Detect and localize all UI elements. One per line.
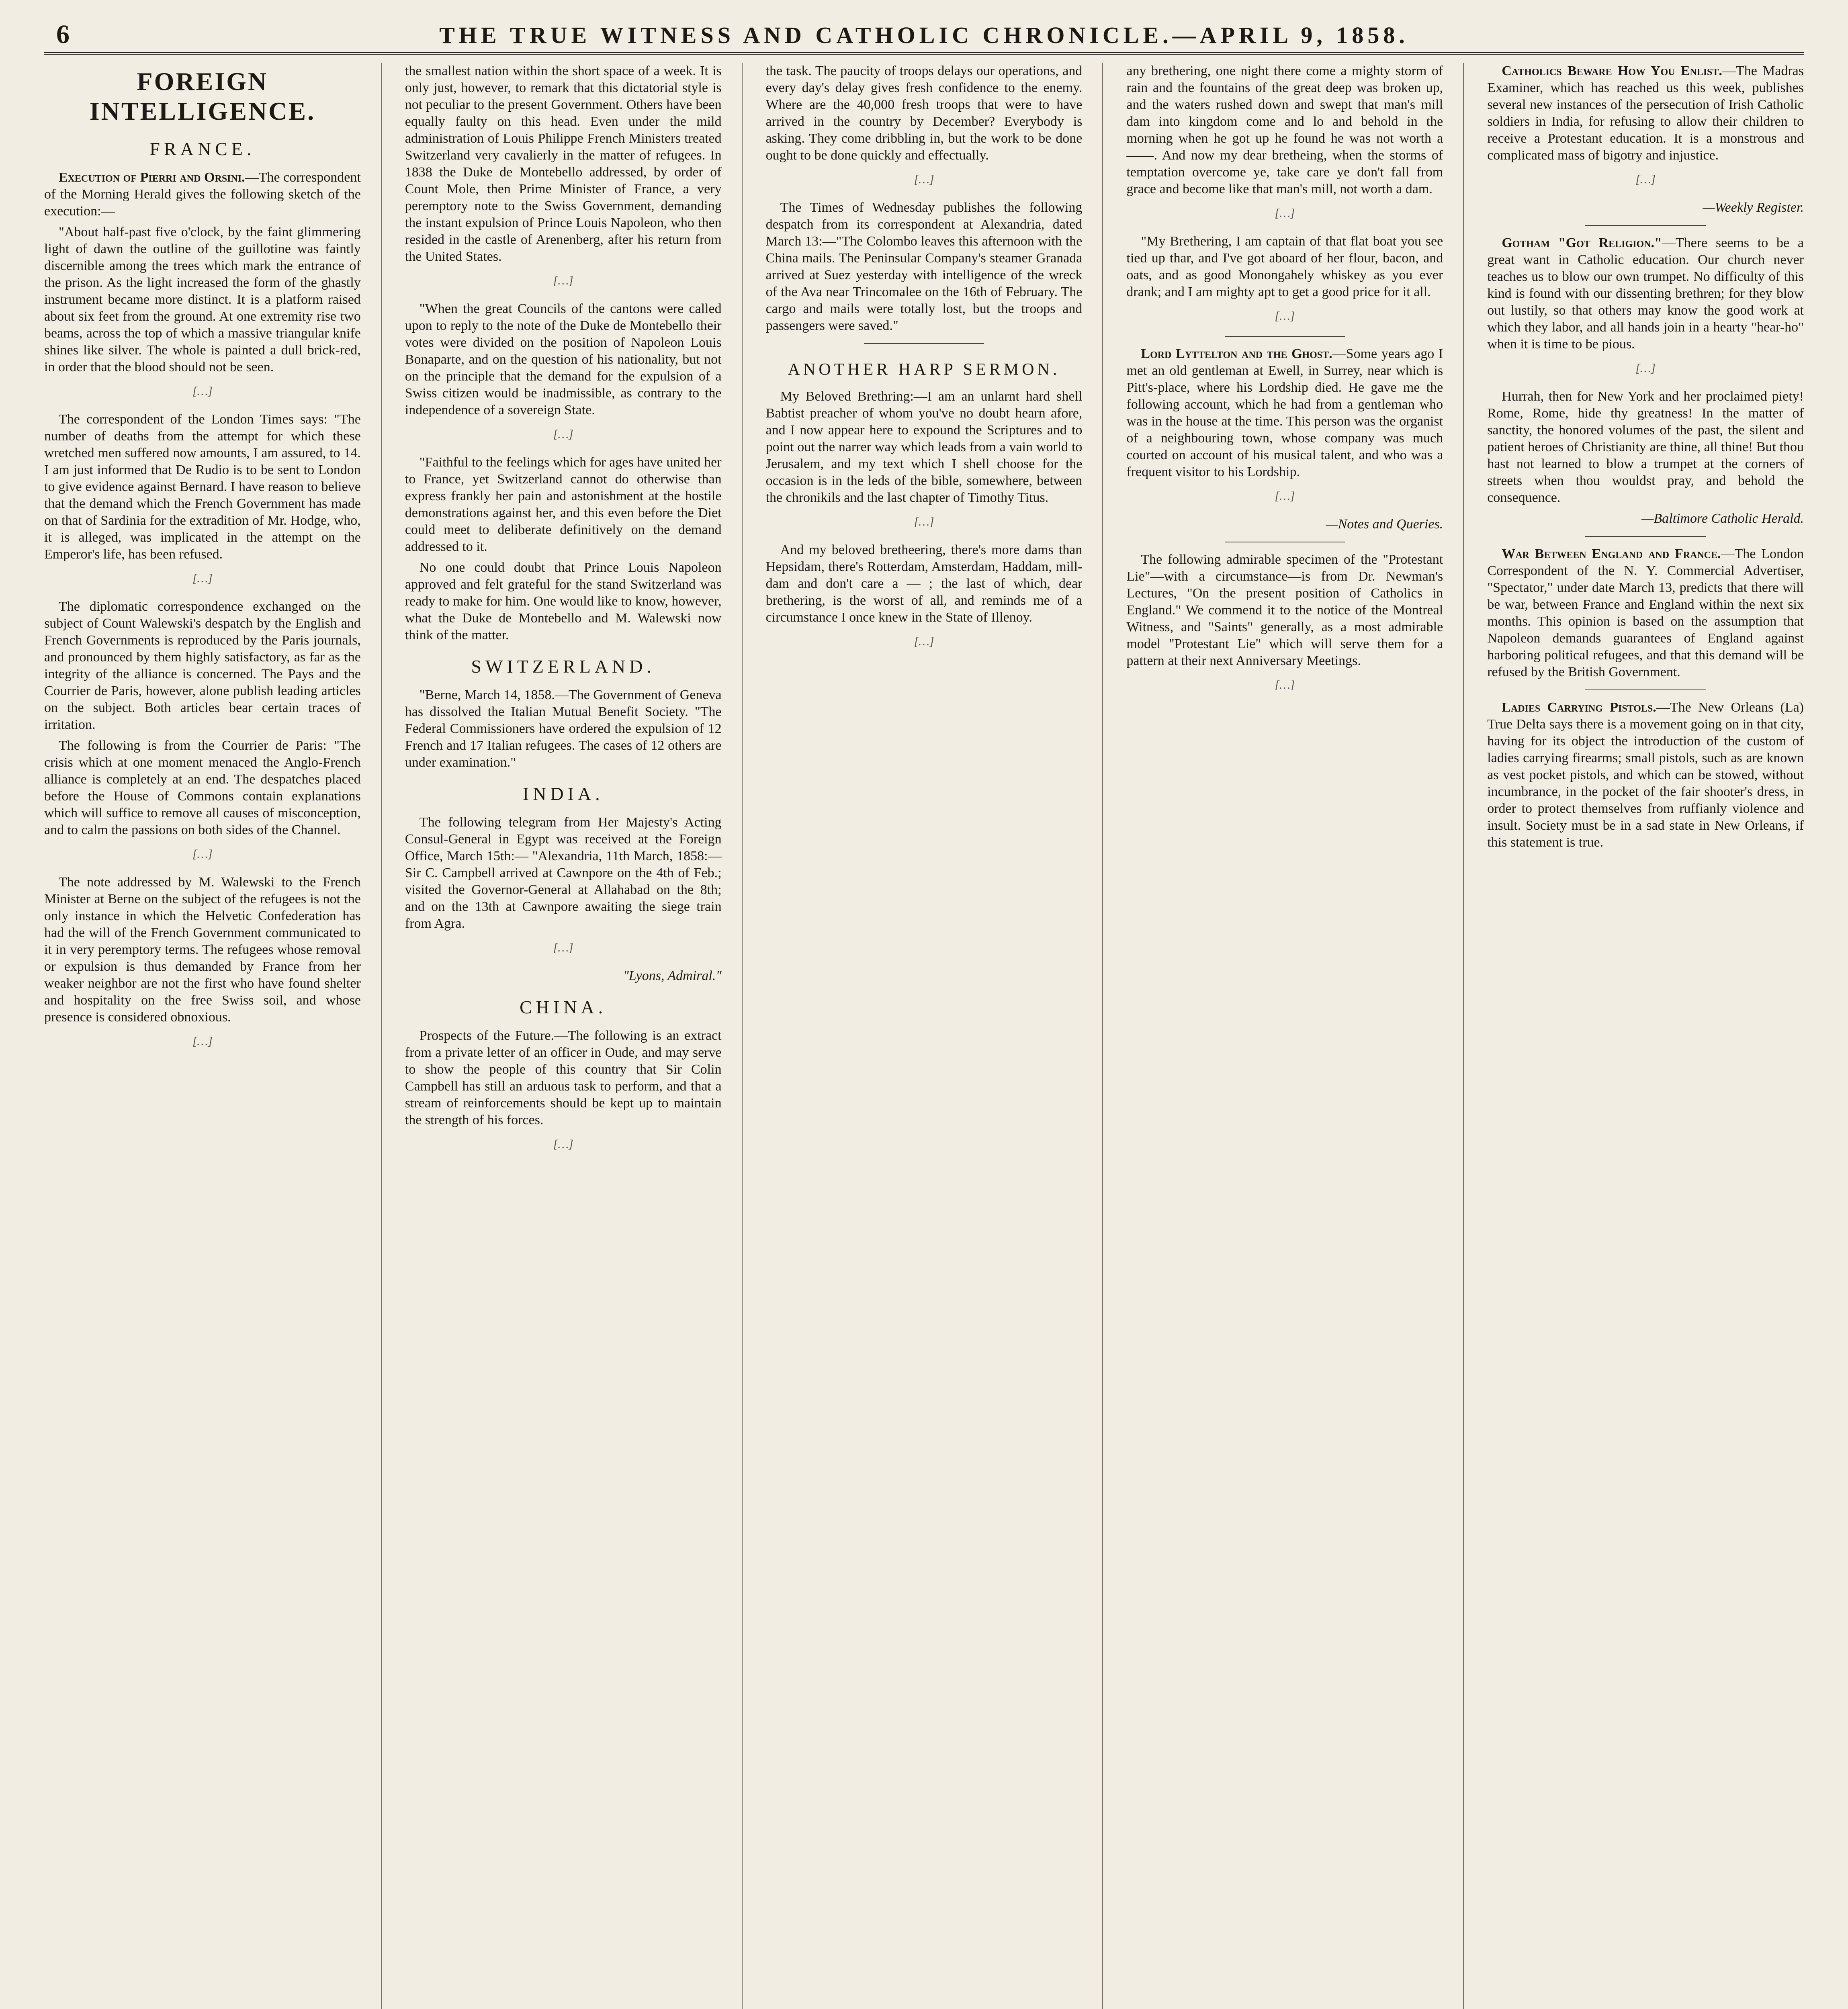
column-3 [766,63,1103,2009]
article-paragraph: Prospects of the Future.—The following is an extract from a private letter of an officer in Oude, and may serve to show the people of this country that Sir Colin Campbell has still an arduous task to perform, and that a stream of reinforcements should be kept up to maintain the strength of his forces. [405,1028,722,1127]
omitted-text: […] [1635,173,1656,186]
china-heading: CHINA. [520,997,607,1017]
divider [1585,225,1705,226]
article-paragraph: The diplomatic correspondence exchanged on the subject of Count Walewski's despatch by the English and French Governments is reproduced by the Paris journals, and pronounced by them highly satisfactory, as far as the integrity of the alliance is concerned. The Pays and the Courrier de Paris, however, alone publish leading articles on the subject. Both articles bear certain traces of irritation. [44,599,361,732]
harp-sermon-heading: ANOTHER HARP SERMON. [788,360,1060,379]
column-1 [44,63,382,2009]
column-2 [405,63,743,2009]
signature: —Weekly Register. [1703,200,1804,215]
run-in-heading: War Between England and France. [1502,546,1721,561]
run-in-heading: Execution of Pierri and Orsini. [59,170,245,185]
masthead [44,16,1804,55]
signature: —Baltimore Catholic Herald. [1641,511,1804,526]
article-paragraph: "My Brethering, I am captain of that flat boat you see tied up thar, and I've got aboard of her flour, bacon, and oats, and as good Monongahely whiskey as you ever drank; and I am mighty apt to get a good price for it all. [1126,234,1443,299]
divider [1225,336,1345,337]
omitted-text: […] [192,385,213,398]
columns [44,63,1804,2009]
article-paragraph: any brethering, one night there come a mighty storm of rain and the fountains of the great deep was broken up, and the waters rushed down and swept that man's mill dam into kingdom come and lo and behold in the morning when he got up he found he was not worth a ——. And now my dear bretheing, when the storms of temptation overcome ye, take care ye don't fall from grace and become like that man's mill, not worth a dam. [1126,63,1443,196]
article-paragraph: The correspondent of the London Times says: "The number of deaths from the attempt for which these wretched men suffered now amounts, I am assured, to 14. I am just informed that De Rudio is to be sent to London to give evidence against Bernard. I have reason to believe that the demand which the French Government has made on that of Sardinia for the extradition of Mr. Hodge, who, it is alleged, was implicated in the attempt on the Emperor's life, has been refused. [44,412,361,562]
article-paragraph: The note addressed by M. Walewski to the French Minister at Berne on the subject of the refugees is not the only instance in which the Helvetic Confederation has had the will of the French Government communicated to it in very peremptory terms. The refugees whose removal or expulsion is thus demanded by France from her weaker neighbor are not the first who have found shelter and hospitality on the free Swiss soil, and whose presence is considered obnoxious. [44,875,361,1025]
article-paragraph: "When the great Councils of the cantons were called upon to reply to the note of the Duke de Montebello their votes were divided on the position of Napoleon Louis Bonaparte, and on the question of his nationality, but not on the principle that the demand for the expulsion of a Swiss citizen would be inadmissible, as contrary to the independence of a sovereign State. [405,301,722,417]
article-paragraph: The following admirable specimen of the "Protestant Lie"—with a circumstance—is from Dr. Newman's Lectures, "On the present position of Catholics in England." We commend it to the notice of the Montreal Witness, and "Saints" generally, as a most admirable model "Protestant Lie" which will serve them for a pattern at their next Anniversary Meetings. [1126,552,1443,668]
article-paragraph: And my beloved bretheering, there's more dams than Hepsidam, there's Rotterdam, Amsterdam, Haddam, mill-dam and don't care a — ; the last of which, dear brethering, is the worst of all, and reminds me of a circumstance I once knew in the State of Illenoy. [765,542,1083,625]
omitted-text: […] [192,572,213,585]
run-in-heading: Gotham "Got Religion." [1502,235,1662,250]
omitted-text: […] [192,1035,213,1048]
article-paragraph: "Berne, March 14, 1858.—The Government of Geneva has dissolved the Italian Mutual Benefit Society. "The Federal Commissioners have ordered the expulsion of 12 French and 17 Italian refugees. The cases of 12 others are under examination." [405,687,722,770]
omitted-text: […] [192,847,213,861]
article-paragraph: My Beloved Brethring:—I am an unlarnt hard shell Babtist preacher of whom you've no doubt hearn afore, and I now appear here to expound the Scriptures and to point out the narrer way which leads from a vain world to Jerusalem, and my text which I shell choose for the occasion is in the leds of the bible, somewhere, between the chronikils and the last chapter of Timothy Titus. [765,389,1083,505]
omitted-text: […] [1635,362,1656,375]
omitted-text: […] [914,635,934,648]
signature: "Lyons, Admiral." [623,968,722,983]
article-paragraph: Hurrah, then for New York and her proclaimed piety! Rome, Rome, hide thy greatness! In the matter of sanctity, the honored volumes of the past, the silent and patient heroes of Christianity are thine, all thine! But thou hast not learned to blow a trumpet at the corners of streets when thou wouldst pray, and behold the consequence. [1487,389,1804,505]
article-paragraph: The following is from the Courrier de Paris: "The crisis which at one moment menaced the Anglo-French alliance is completely at an end. The despatches placed before the House of Commons contain explanations which will suffice to remove all causes of misconception, and to calm the passions on both sides of the Channel. [44,738,361,837]
article-paragraph: Catholics Beware How You Enlist.—The Madras Examiner, which has reached us this week, publishes several new instances of the persecution of Irish Catholic soldiers in India, for refusing to allow their children to receive a Protestant education. It is a monstrous and complicated mass of bigotry and injustice. [1487,63,1804,163]
article-paragraph: The following telegram from Her Majesty's Acting Consul-General in Egypt was received at the Foreign Office, March 15th:— "Alexandria, 11th March, 1858:—Sir C. Campbell arrived at Cawnpore on the 4th of Feb.; visited the Governor-General at Allahabad on the 8th; and on the 13th at Cawnpore awaiting the siege train from Agra. [405,815,722,931]
omitted-text: […] [553,428,573,441]
article-paragraph: the smallest nation within the short space of a week. It is only just, however, to remark that this dictatorial style is not peculiar to the present Government. Others have been equally faulty on this head. Even under the mild administration of Louis Philippe French Ministers treated Switzerland very cavalierly in the matter of refugees. In 1838 the Duke de Montebello addressed, by order of Count Mole, then Prime Minister of France, a very peremptory note to the Swiss Government, demanding the instant expulsion of Prince Louis Napoleon, who then resided in the castle of Arenenberg, after his return from the United States. [405,63,722,264]
signature: —Notes and Queries. [1326,517,1443,532]
run-in-heading: Ladies Carrying Pistols. [1502,700,1656,715]
column-5 [1487,63,1804,2009]
omitted-text: […] [1275,489,1295,503]
article-paragraph: Gotham "Got Religion."—There seems to be a great want in Catholic education. Our church never teaches us to blow our own trumpet. No difficulty of this kind is found with our dissenting brethren; for they blow out lustily, so that others may know the good work at which they labor, and all hands join in a hearty "hear-ho" when it is time to be pious. [1487,235,1804,352]
article-paragraph: Execution of Pierri and Orsini.—The correspondent of the Morning Herald gives the following sketch of the execution:— [44,170,361,219]
divider [1585,689,1705,690]
article-paragraph: "About half-past five o'clock, by the faint glimmering light of dawn the outline of the guillotine was faintly discernible among the trees which mark the entrance of the prison. As the light increased the form of the ghastly instrument became more distinct. It is a platform raised about six feet from the ground. At one extremity rise two beams, across the top of which a massive triangular knife shines like silver. The whole is painted a dull brick-red, in order that the blood should not be seen. [44,225,361,374]
article-paragraph: The Times of Wednesday publishes the following despatch from its correspondent at Alexandria, dated March 13:—"The Colombo leaves this afternoon with the China mails. The Peninsular Company's steamer Granada arrived at Suez yesterday with intelligence of the wreck of the Ava near Trincomalee on the 16th of February. The cargo and mails were totally lost, but the troops and passengers were saved." [765,200,1083,333]
omitted-text: […] [914,173,934,186]
article-paragraph: Lord Lyttelton and the Ghost.—Some years ago I met an old gentleman at Ewell, in Surrey, near which is Pitt's-place, where his Lordship died. He gave me the following account, which he had from a gentleman who was in the house at the time. This person was the organist of a neighbouring town, whose company was much courted on account of his musical talent, and who was a frequent visitor to his Lordship. [1126,346,1443,479]
omitted-text: […] [1275,678,1295,691]
omitted-text: […] [1275,309,1295,323]
run-in-heading: Catholics Beware How You Enlist. [1502,63,1722,78]
article-paragraph: the task. The paucity of troops delays our operations, and every day's delay gives fresh confidence to the enemy. Where are the 40,000 fresh troops that were to have arrived in the country by December? Everybody is asking. They come dribbling in, but the work to be done ought to be done quickly and effectually. [765,63,1083,163]
omitted-text: […] [1275,207,1295,220]
article-paragraph: No one could doubt that Prince Louis Napoleon approved and felt grateful for the stand Switzerland was ready to make for him. One would like to know, however, what the Duke de Montebello and M. Walewski now think of the matter. [405,560,722,642]
run-in-heading: Lord Lyttelton and the Ghost. [1141,346,1332,361]
running-title: THE TRUE WITNESS AND CATHOLIC CHRONICLE.—APRIL 9, 1858. [439,22,1409,48]
divider [1585,536,1705,537]
omitted-text: […] [553,941,573,954]
article-paragraph: "Faithful to the feelings which for ages have united her to France, yet Switzerland cannot do otherwise than express frankly her pain and astonishment at the hostile demonstrations against her, and this even before the Diet could meet to deliberate definitively on the demand addressed to it. [405,455,722,554]
india-heading: INDIA. [522,784,604,804]
page-number: 6 [56,20,70,49]
omitted-text: […] [914,515,934,528]
france-heading: FRANCE. [149,139,256,159]
omitted-text: […] [553,1137,573,1151]
section-heading: FOREIGN INTELLIGENCE. [89,67,316,125]
omitted-text: […] [553,274,573,287]
switzerland-heading: SWITZERLAND. [471,656,655,677]
column-4 [1126,63,1464,2009]
article-paragraph: War Between England and France.—The London Correspondent of the N. Y. Commercial Advertiser, "Spectator," under date March 13, predicts that there will be war, between France and England within the next six months. This opinion is based on the assumption that Napoleon demands guarantees of England against harboring political refugees, and that this demand will be refused by the British Government. [1487,546,1804,679]
article-paragraph: Ladies Carrying Pistols.—The New Orleans (La) True Delta says there is a movement going on in that city, having for its object the introduction of the custom of ladies carrying firearms; small pistols, such as are known as vest pocket pistols, and which can be stowed, without incumbrance, in the pocket of the fair shooter's dress, in order to protect themselves from ruffianly violence and insult. Society must be in a sad state in New Orleans, if this statement is true. [1487,700,1804,850]
divider [864,343,984,344]
